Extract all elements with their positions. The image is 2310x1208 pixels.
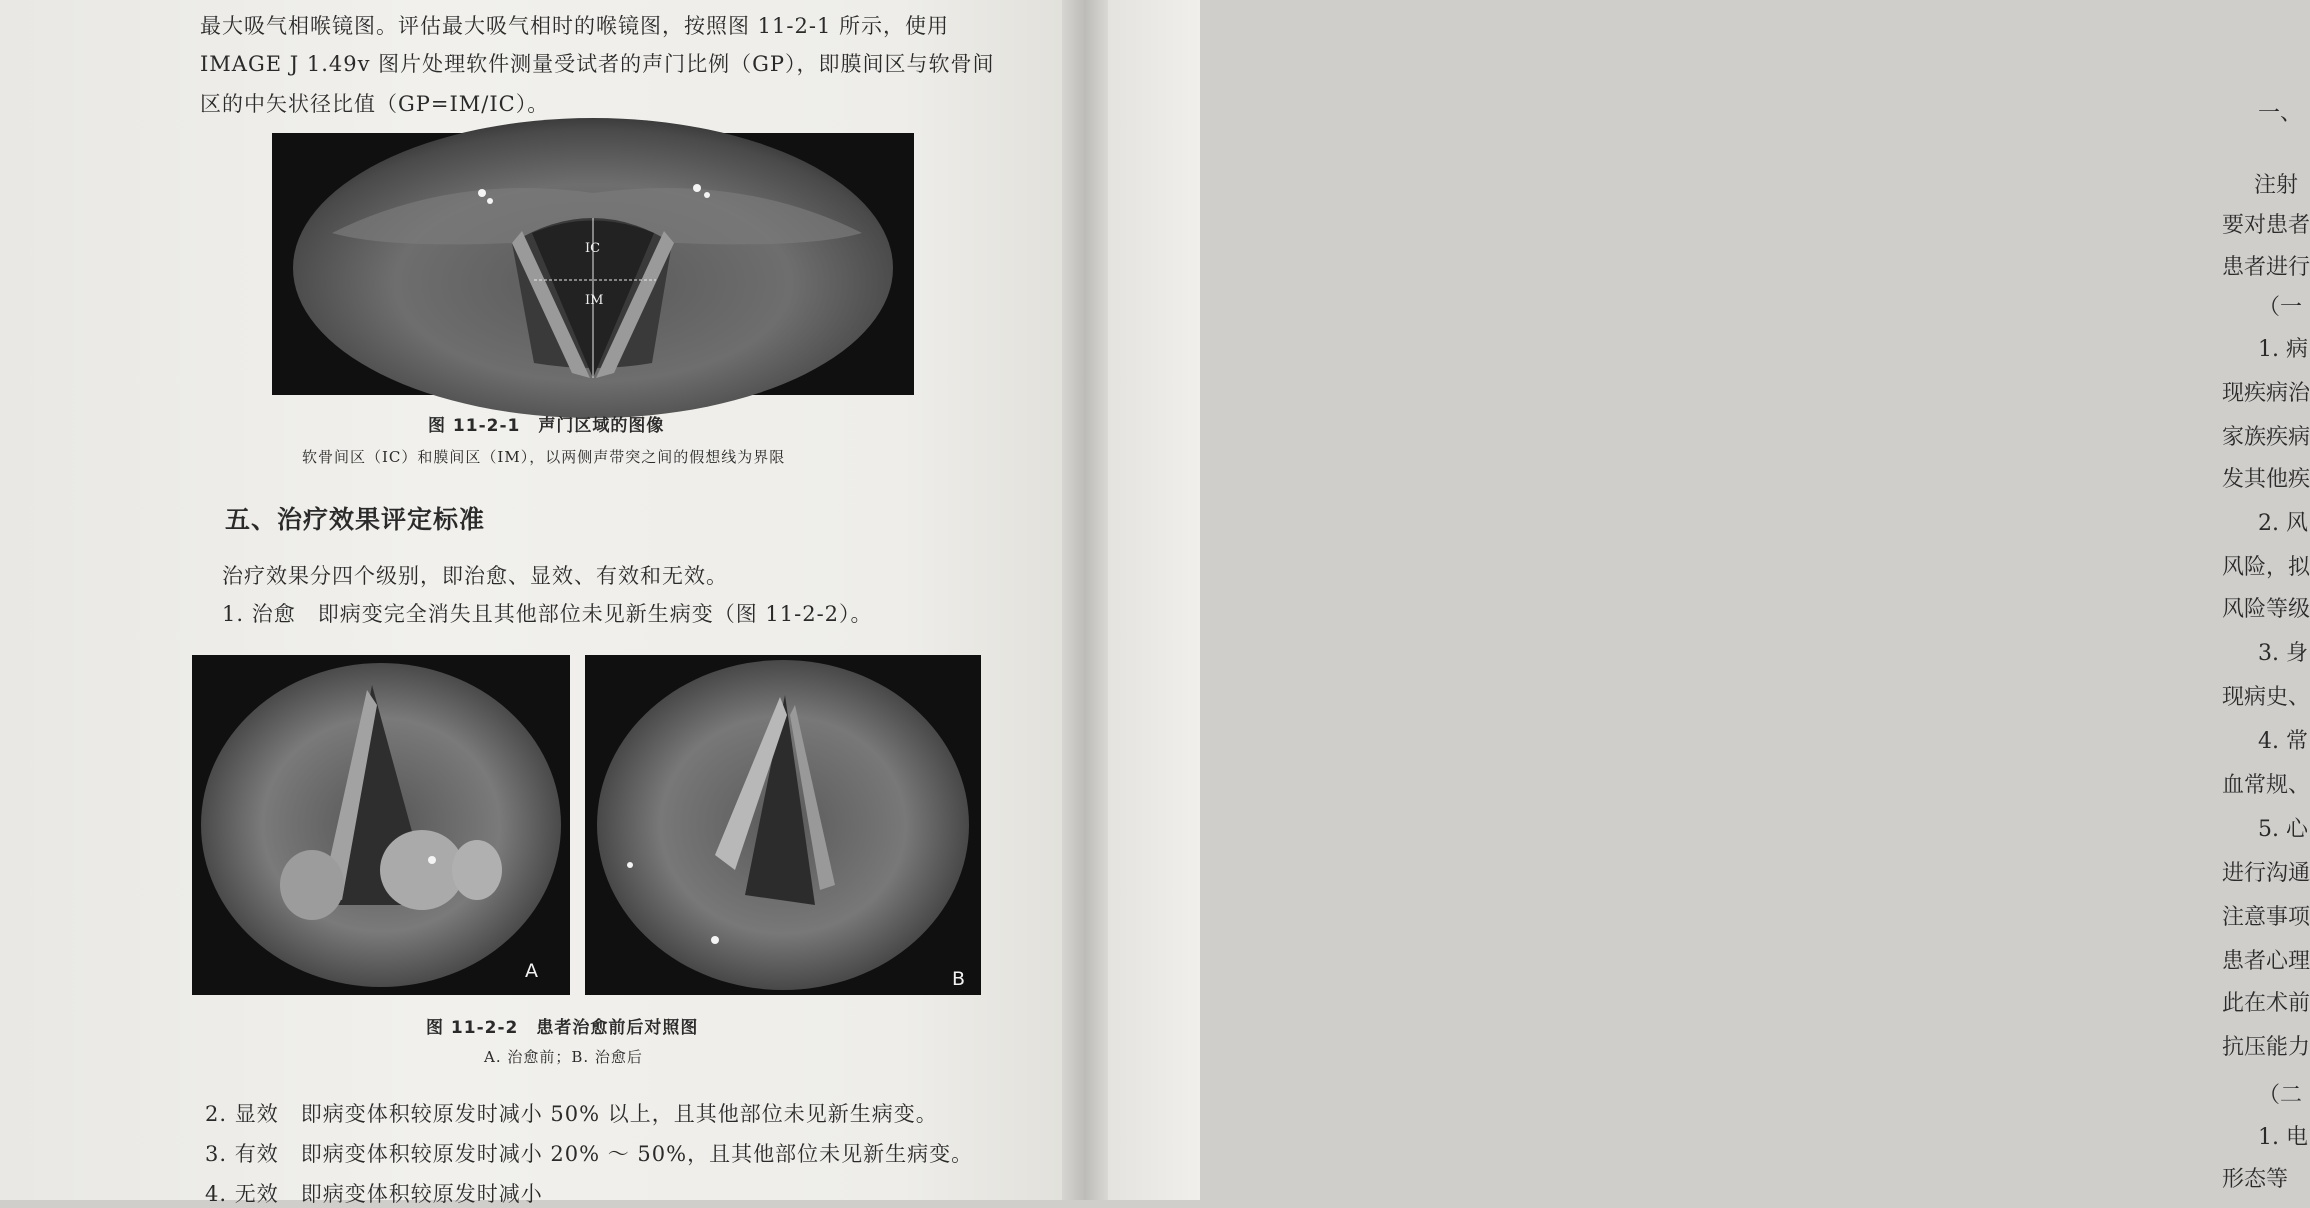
right-line: 1. 病 (2258, 337, 2308, 362)
book-gutter (1062, 0, 1108, 1200)
intro-line-1: 最大吸气相喉镜图。评估最大吸气相时的喉镜图，按照图 11-2-1 所示，使用 (200, 14, 949, 38)
right-line: 进行沟通 (2222, 861, 2310, 886)
figure2-panel-b (585, 655, 981, 995)
right-line: 风险等级 (2222, 597, 2310, 622)
criteria-line-4: 4. 无效 即病变体积较原发时减小 (205, 1182, 543, 1206)
right-line: 发其他疾 (2222, 467, 2310, 492)
right-line: 注射 (2254, 173, 2299, 198)
figure2-panel-a (192, 655, 570, 995)
right-line: 一、 (2258, 101, 2303, 126)
figure1-caption: 图 11-2-1 声门区域的图像 (428, 416, 665, 436)
right-line: 3. 身 (2258, 641, 2308, 666)
right-line: 此在术前 (2222, 991, 2310, 1016)
right-line: 1. 电 (2258, 1125, 2308, 1150)
figure1-subcaption: 软骨间区（IC）和膜间区（IM），以两侧声带突之间的假想线为界限 (302, 448, 786, 466)
figure2-caption: 图 11-2-2 患者治愈前后对照图 (426, 1018, 699, 1038)
section-heading: 五、治疗效果评定标准 (225, 505, 486, 534)
left-page (0, 0, 1062, 1206)
body-line-2: 1. 治愈 即病变完全消失且其他部位未见新生病变（图 11-2-2）。 (222, 602, 873, 626)
right-line: 现病史、 (2222, 685, 2310, 710)
criteria-line-2: 2. 显效 即病变体积较原发时减小 50% 以上，且其他部位未见新生病变。 (205, 1102, 938, 1126)
right-line: 注意事项 (2222, 905, 2310, 930)
ic-label: IC (585, 241, 601, 256)
figure2-subcaption: A. 治愈前；B. 治愈后 (484, 1048, 643, 1066)
right-line: 血常规、 (2222, 773, 2310, 798)
panel-b-letter: B (952, 968, 966, 990)
right-line: 风险，拟 (2222, 555, 2310, 580)
right-line: 4. 常 (2258, 729, 2308, 754)
right-line: （一 (2258, 295, 2303, 320)
right-line: 患者心理 (2222, 949, 2310, 974)
criteria-line-3: 3. 有效 即病变体积较原发时减小 20% ～ 50%，且其他部位未见新生病变。 (205, 1142, 974, 1166)
right-line: 形态等 (2222, 1167, 2289, 1192)
right-line: 抗压能力 (2222, 1035, 2310, 1060)
right-line: 5. 心 (2258, 817, 2308, 842)
right-line: 2. 风 (2258, 511, 2308, 536)
glottis-figure (272, 133, 914, 395)
right-page (1108, 0, 2310, 1200)
right-line: （二 (2258, 1083, 2303, 1108)
im-label: IM (585, 293, 604, 308)
right-line: 要对患者 (2222, 213, 2310, 238)
intro-line-2: IMAGE J 1.49v 图片处理软件测量受试者的声门比例（GP），即膜间区与软骨间 (200, 52, 995, 76)
right-line: 患者进行 (2222, 255, 2310, 280)
body-line-1: 治疗效果分四个级别，即治愈、显效、有效和无效。 (222, 564, 728, 588)
panel-a-letter: A (525, 960, 538, 982)
right-line: 现疾病治 (2222, 381, 2310, 406)
intro-line-3: 区的中矢状径比值（GP=IM/IC）。 (200, 92, 550, 116)
right-line: 家族疾病 (2222, 425, 2310, 450)
